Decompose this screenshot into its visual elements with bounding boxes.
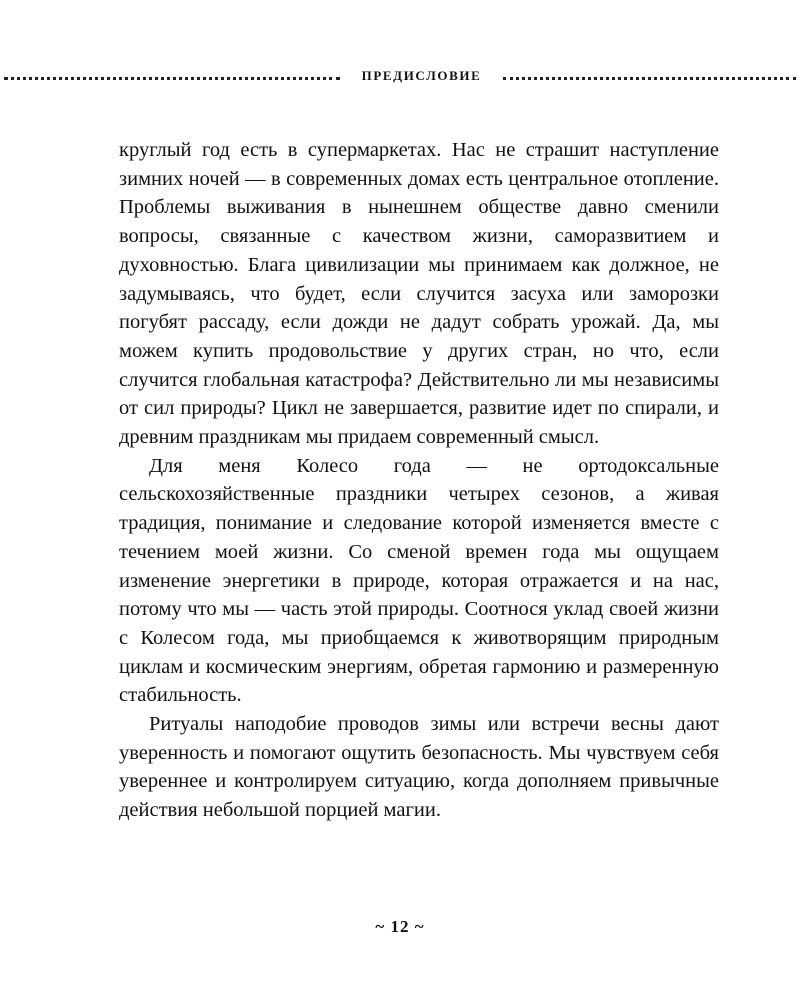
paragraph-3: Ритуалы наподобие проводов зимы или встречи весны дают уверенность и помогают ощутить безопасность. Мы чувствуем себя увереннее и контролируем ситуацию, когда дополняем привычные действия небольшой порцией магии. [119,713,719,822]
paragraph-2: Для меня Колесо года — не ортодоксальные сельскохозяйственные праздники четырех сезонов, а живая традиция, понимание и следование которой изменяется вместе с течением моей жизни. Со сменой времен года мы ощущаем изменение энергетики в природе, которая отражается и на нас, потому что мы — часть этой природы. Соотнося уклад своей жизни с Колесом года, мы приобщаемся к животворящим природным циклам и космическим энергиям, обретая гармонию и размеренную стабильность. [119,454,719,707]
page-number: ~ 12 ~ [375,917,425,936]
running-header [0,66,800,90]
header-rule-left [4,77,340,80]
header-rule-right [503,77,796,80]
section-title: ПРЕДИСЛОВИЕ [361,68,482,83]
paragraph-1: круглый год есть в супермаркетах. Нас не страшит наступление зимних ночей — в современных домах есть центральное отопление. Проблемы выживания в нынешнем обществе давно сменили вопросы, связанные с качеством жизни, саморазвитием и духовностью. Блага цивилизации мы принимаем как должное, не задумываясь, что будет, если случится засуха или заморозки погубят рассаду, если дожди не дадут собрать урожай. Да, мы можем купить продовольствие у других стран, но что, если случится глобальная катастрофа? Действительно ли мы независимы от сил природы? Цикл не завершается, развитие идет по спирали, и древним праздникам мы придаем современный смысл. [119,139,719,449]
body-text [119,136,719,825]
